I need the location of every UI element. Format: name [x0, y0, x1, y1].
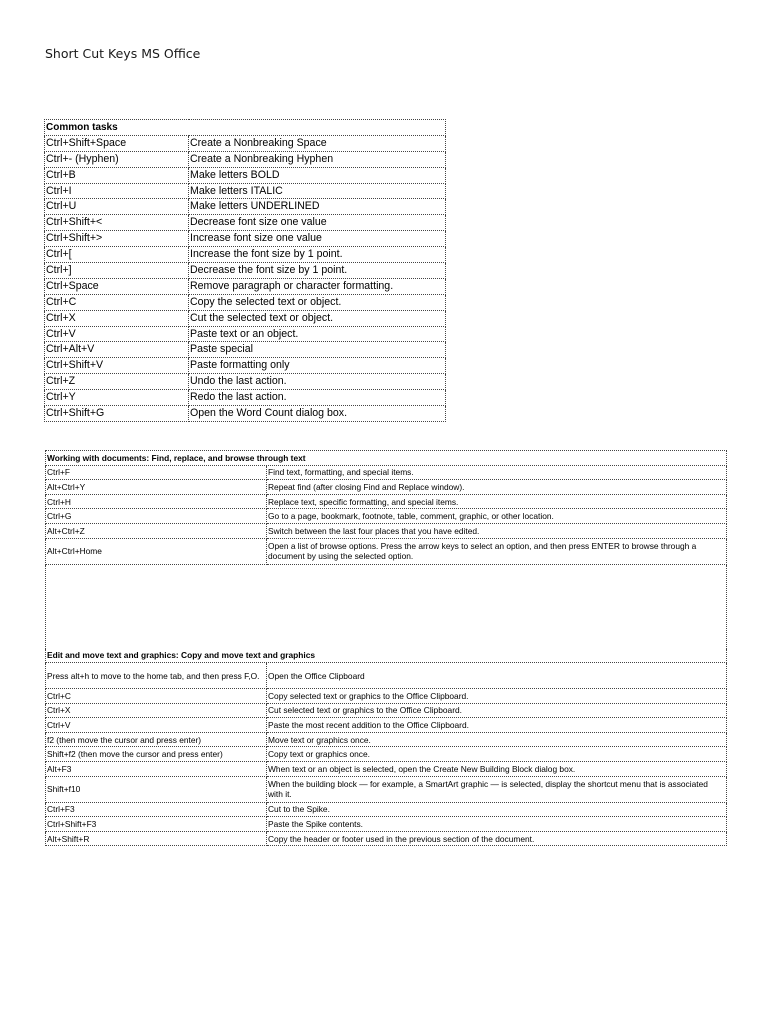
table-row: [46, 509, 727, 524]
shortcut-description: Make letters ITALIC: [189, 183, 446, 199]
table-heading: Working with documents: Find, replace, and browse through text: [46, 451, 727, 466]
shortcut-key: Press alt+h to move to the home tab, and then press F,O.: [46, 663, 267, 689]
shortcut-description: Paste the most recent addition to the Office Clipboard.: [267, 718, 727, 733]
shortcut-description: Paste the Spike contents.: [267, 817, 727, 832]
table-row: [45, 294, 446, 310]
shortcut-key: Alt+F3: [46, 762, 267, 777]
shortcut-description: Copy the header or footer used in the previous section of the document.: [267, 831, 727, 846]
table-row: [46, 762, 727, 777]
shortcut-key: Ctrl+Shift+G: [45, 406, 189, 422]
shortcut-key: Ctrl+Shift+F3: [46, 817, 267, 832]
table-row: [46, 831, 727, 846]
table-row: [46, 817, 727, 832]
table-row: [45, 342, 446, 358]
shortcut-key: Ctrl+B: [45, 167, 189, 183]
shortcut-description: Cut selected text or graphics to the Office Clipboard.: [267, 703, 727, 718]
shortcut-key: Alt+Ctrl+Home: [46, 538, 267, 564]
shortcut-description: Find text, formatting, and special items.: [267, 465, 727, 480]
shortcut-key: Ctrl+Shift+Space: [45, 135, 189, 151]
shortcut-description: Redo the last action.: [189, 390, 446, 406]
shortcut-description: Switch between the last four places that you have edited.: [267, 523, 727, 538]
table-row: [45, 406, 446, 422]
table-row: [45, 263, 446, 279]
shortcut-key: Ctrl+C: [46, 689, 267, 704]
shortcut-description: Open the Word Count dialog box.: [189, 406, 446, 422]
shortcut-key: Ctrl+X: [45, 310, 189, 326]
shortcut-description: Undo the last action.: [189, 374, 446, 390]
table-row: [45, 358, 446, 374]
table-row: [46, 802, 727, 817]
table-row: [45, 135, 446, 151]
table-header-row: [45, 120, 446, 136]
shortcut-description: Cut the selected text or object.: [189, 310, 446, 326]
shortcut-key: Ctrl+Alt+V: [45, 342, 189, 358]
table-row: [45, 151, 446, 167]
shortcut-key: Ctrl+V: [46, 718, 267, 733]
table-row: [46, 689, 727, 704]
shortcut-description: Make letters BOLD: [189, 167, 446, 183]
table-row: [46, 732, 727, 747]
shortcut-description: Paste text or an object.: [189, 326, 446, 342]
shortcut-key: Ctrl+U: [45, 199, 189, 215]
shortcut-key: Ctrl+V: [45, 326, 189, 342]
shortcut-key: Ctrl+Y: [45, 390, 189, 406]
table-row: [46, 718, 727, 733]
shortcut-key: Ctrl+[: [45, 247, 189, 263]
shortcut-key: Alt+Ctrl+Z: [46, 523, 267, 538]
shortcut-key: Ctrl+Shift+V: [45, 358, 189, 374]
shortcut-description: Decrease the font size by 1 point.: [189, 263, 446, 279]
shortcut-key: Ctrl+F3: [46, 802, 267, 817]
table-row: [45, 310, 446, 326]
shortcut-key: Ctrl+Space: [45, 278, 189, 294]
shortcut-key: Ctrl+Shift+>: [45, 231, 189, 247]
shortcut-description: Move text or graphics once.: [267, 732, 727, 747]
table-row: [45, 215, 446, 231]
shortcut-description: Copy selected text or graphics to the Office Clipboard.: [267, 689, 727, 704]
table-row: [46, 747, 727, 762]
table-row: [45, 167, 446, 183]
shortcut-key: Shift+f10: [46, 776, 267, 802]
table-row: [46, 663, 727, 689]
shortcut-description: Increase font size one value: [189, 231, 446, 247]
shortcut-key: Ctrl+G: [46, 509, 267, 524]
shortcut-description: Make letters UNDERLINED: [189, 199, 446, 215]
table-row: [46, 538, 727, 564]
table-row: [46, 523, 727, 538]
spacer-cell: [46, 564, 727, 649]
table-row: [46, 494, 727, 509]
table-heading: Edit and move text and graphics: Copy and move text and graphics: [46, 649, 727, 663]
table-row: [45, 374, 446, 390]
shortcut-key: Ctrl+X: [46, 703, 267, 718]
shortcut-description: Paste special: [189, 342, 446, 358]
shortcut-key: Shift+f2 (then move the cursor and press enter): [46, 747, 267, 762]
shortcut-description: Cut to the Spike.: [267, 802, 727, 817]
shortcut-key: Alt+Shift+R: [46, 831, 267, 846]
shortcut-key: Ctrl+C: [45, 294, 189, 310]
table-row: [45, 231, 446, 247]
table-row: [46, 480, 727, 495]
shortcut-key: Ctrl+H: [46, 494, 267, 509]
shortcut-key: Ctrl+- (Hyphen): [45, 151, 189, 167]
shortcut-key: Ctrl+Shift+<: [45, 215, 189, 231]
shortcut-description: Copy text or graphics once.: [267, 747, 727, 762]
table-row: [45, 183, 446, 199]
table-row: [45, 390, 446, 406]
shortcut-description: When the building block — for example, a SmartArt graphic — is selected, display the shortcut menu that is associated with it.: [267, 776, 727, 802]
table-row: [45, 278, 446, 294]
table-row: [46, 776, 727, 802]
shortcut-description: Replace text, specific formatting, and special items.: [267, 494, 727, 509]
shortcut-key: Ctrl+I: [45, 183, 189, 199]
table-row: [46, 703, 727, 718]
documents-table: [45, 450, 727, 846]
shortcut-description: Increase the font size by 1 point.: [189, 247, 446, 263]
shortcut-key: Ctrl+F: [46, 465, 267, 480]
table-heading: Common tasks: [45, 120, 446, 136]
shortcut-key: Ctrl+]: [45, 263, 189, 279]
table-row: [46, 465, 727, 480]
shortcut-key: Ctrl+Z: [45, 374, 189, 390]
table-row: [45, 326, 446, 342]
spacer-row: [46, 564, 727, 649]
shortcut-description: When text or an object is selected, open the Create New Building Block dialog box.: [267, 762, 727, 777]
table-header-row: [46, 649, 727, 663]
shortcut-description: Open a list of browse options. Press the arrow keys to select an option, and then press ENTER to browse through a document by using the selected option.: [267, 538, 727, 564]
document-title: Short Cut Keys MS Office: [45, 46, 201, 61]
shortcut-description: Decrease font size one value: [189, 215, 446, 231]
shortcut-description: Paste formatting only: [189, 358, 446, 374]
shortcut-key: Alt+Ctrl+Y: [46, 480, 267, 495]
shortcut-description: Create a Nonbreaking Space: [189, 135, 446, 151]
shortcut-description: Create a Nonbreaking Hyphen: [189, 151, 446, 167]
table-row: [45, 199, 446, 215]
shortcut-description: Remove paragraph or character formatting.: [189, 278, 446, 294]
common-tasks-table: [44, 119, 446, 422]
shortcut-description: Copy the selected text or object.: [189, 294, 446, 310]
shortcut-description: Go to a page, bookmark, footnote, table, comment, graphic, or other location.: [267, 509, 727, 524]
shortcut-description: Repeat find (after closing Find and Replace window).: [267, 480, 727, 495]
table-row: [45, 247, 446, 263]
shortcut-description: Open the Office Clipboard: [267, 663, 727, 689]
table-header-row: [46, 451, 727, 466]
shortcut-key: f2 (then move the cursor and press enter): [46, 732, 267, 747]
